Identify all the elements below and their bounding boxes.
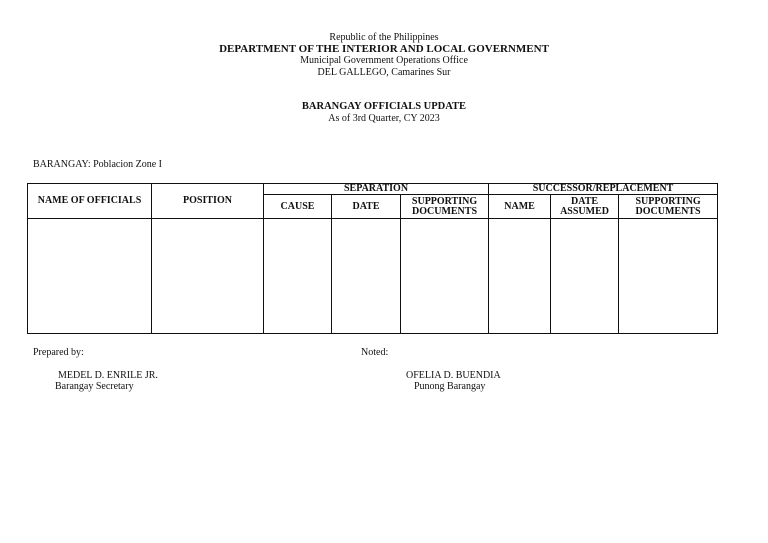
col-header-separation-date: DATE (332, 195, 401, 219)
republic-heading: Republic of the Philippines (329, 32, 439, 43)
cell-successor-name (489, 219, 551, 334)
group-header-successor: SUCCESSOR/REPLACEMENT (489, 184, 718, 195)
col-header-successor-documents (619, 195, 718, 219)
noted-by-name: OFELIA D. BUENDIA (406, 370, 501, 381)
table-row (28, 219, 718, 334)
cell-separation-date (332, 219, 401, 334)
separation-documents-line-2: DOCUMENTS (412, 205, 478, 217)
col-header-position: POSITION (152, 184, 264, 219)
prepared-by-label: Prepared by: (33, 347, 84, 358)
group-header-separation: SEPARATION (264, 184, 489, 195)
officials-update-table (27, 183, 718, 334)
prepared-by-name: MEDEL D. ENRILE JR. (58, 370, 158, 381)
table-group-header-row (28, 184, 718, 195)
location-heading: DEL GALLEGO, Camarines Sur (317, 67, 451, 78)
col-header-name-of-officials: NAME OF OFFICIALS (28, 184, 152, 219)
report-as-of: As of 3rd Quarter, CY 2023 (328, 113, 440, 124)
cell-separation-documents (401, 219, 489, 334)
barangay-line: BARANGAY: Poblacion Zone I (33, 159, 162, 170)
successor-documents-line-1: SUPPORTING (635, 195, 701, 207)
cell-position (152, 219, 264, 334)
date-assumed-line-1: DATE (571, 195, 599, 207)
prepared-by-position: Barangay Secretary (55, 381, 134, 392)
cell-successor-documents (619, 219, 718, 334)
cell-date-assumed (551, 219, 619, 334)
col-header-separation-documents (401, 195, 489, 219)
col-header-date-assumed (551, 195, 619, 219)
department-heading: DEPARTMENT OF THE INTERIOR AND LOCAL GOVERNMENT (219, 43, 549, 55)
office-heading: Municipal Government Operations Office (300, 55, 468, 66)
col-header-successor-name: NAME (489, 195, 551, 219)
noted-label: Noted: (361, 347, 389, 358)
date-assumed-line-2: ASSUMED (560, 205, 609, 217)
separation-documents-line-1: SUPPORTING (411, 195, 478, 207)
col-header-cause: CAUSE (264, 195, 332, 219)
successor-documents-line-2: DOCUMENTS (635, 205, 701, 217)
cell-name-of-officials (28, 219, 152, 334)
noted-by-position: Punong Barangay (414, 381, 486, 392)
report-title: BARANGAY OFFICIALS UPDATE (301, 101, 467, 112)
cell-cause (264, 219, 332, 334)
